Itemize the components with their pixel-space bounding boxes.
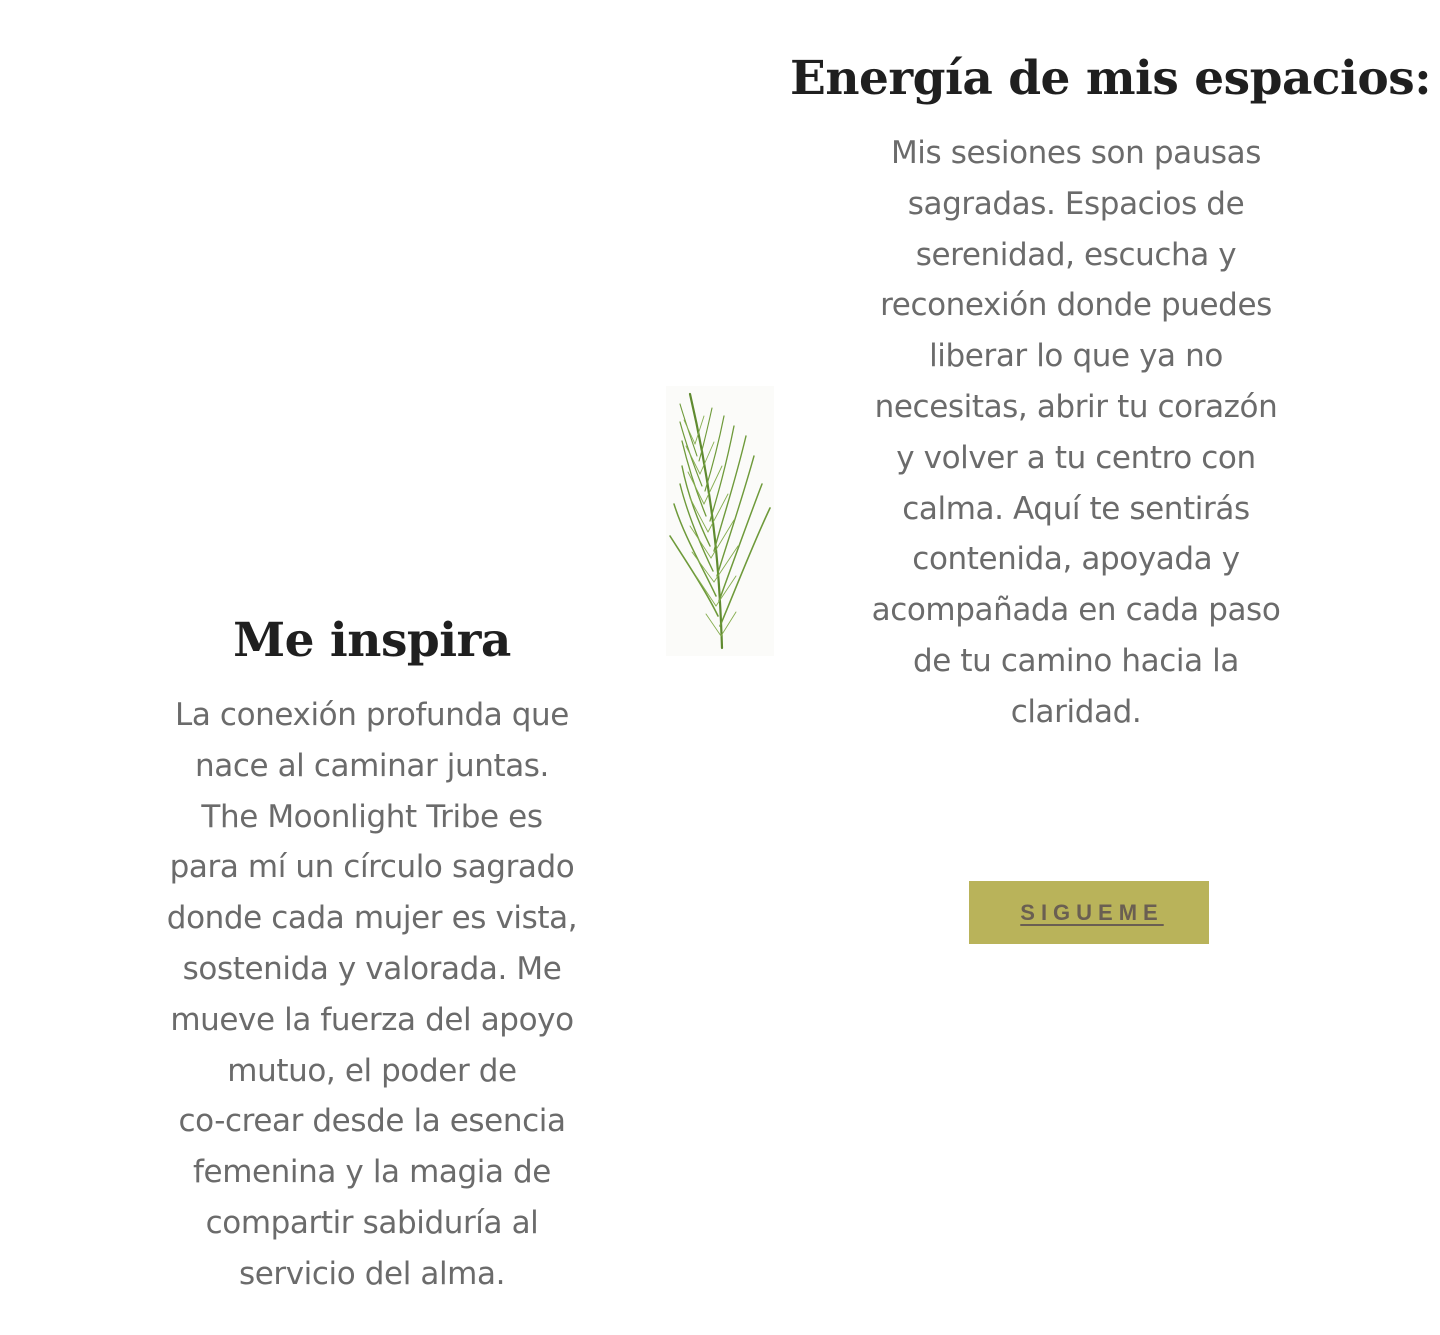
energy-section-text: Mis sesiones son pausas sagradas. Espacios de serenidad, escucha y reconexión donde puedes liberar lo que ya no necesitas, abrir tu corazón y volver a tu centro con calma. Aquí te sentirás contenida, apoyada y acompañada en cada paso de tu camino hacia la claridad. [871,135,1281,730]
follow-button-label: SIGUEME [1020,899,1164,925]
inspira-section-text: La conexión profunda que nace al caminar juntas. The Moonlight Tribe es para mí un círculo sagrado donde cada mujer es vista, sostenida y valorada. Me mueve la fuerza del apoyo mutuo, el poder de co-crear desde la esencia femenina y la magia de compartir sabiduría al servicio del alma. [166,697,578,1292]
follow-button[interactable] [969,881,1209,944]
fern-sprig-illustration [666,386,774,656]
inspira-section-title: Me inspira [233,613,511,668]
energy-section-title: Energía de mis espacios: [790,51,1432,106]
fern-sprig-icon [666,386,774,656]
